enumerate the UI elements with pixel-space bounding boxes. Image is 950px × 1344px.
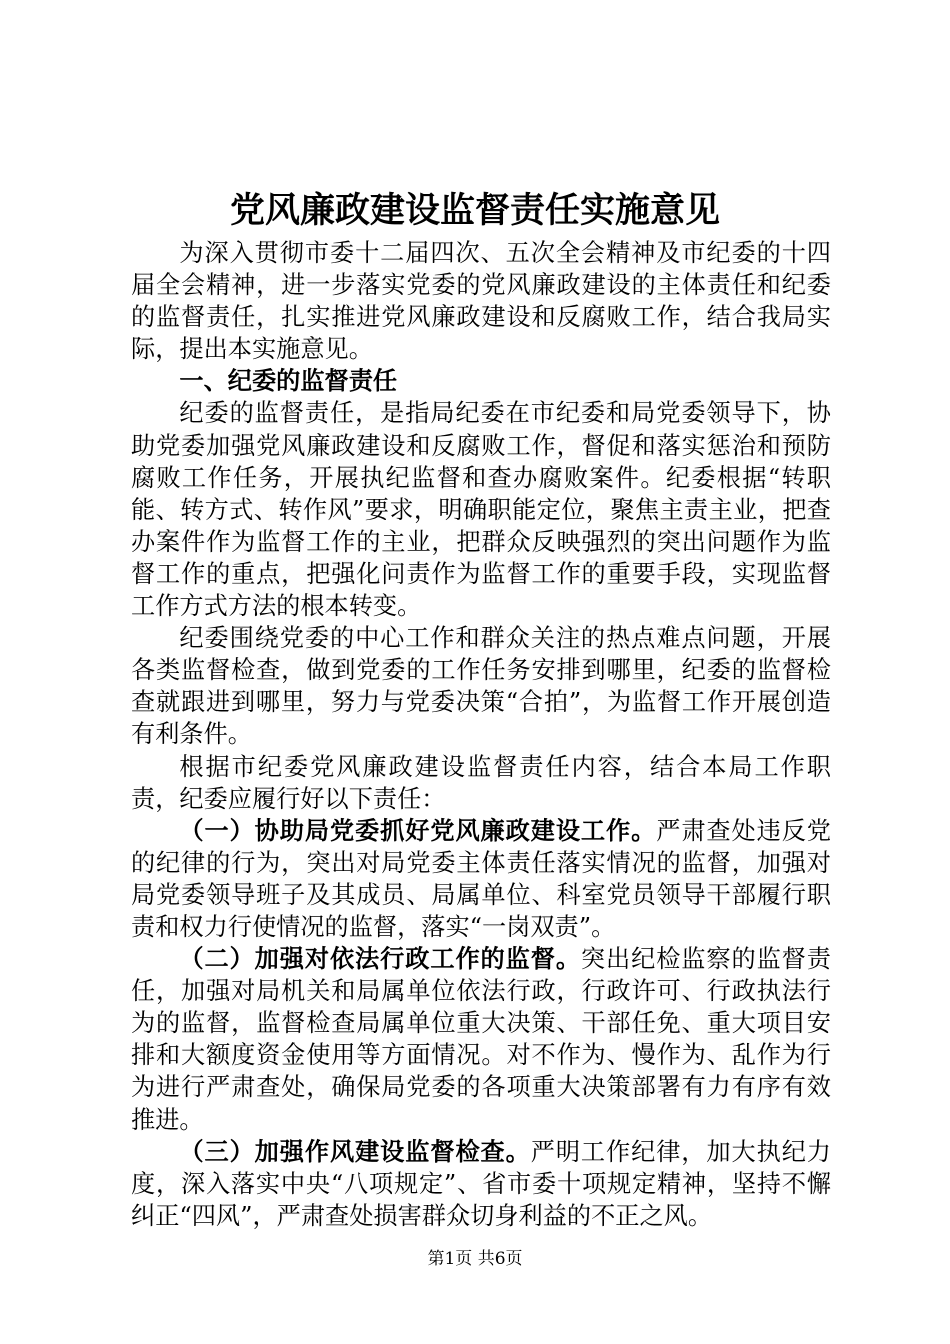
paragraph-1: 纪委的监督责任，是指局纪委在市纪委和局党委领导下，协助党委加强党风廉政建设和反腐败工作，督促和落实惩治和预防腐败工作任务，开展执纪监督和查办腐败案件。纪委根据“转职能、转方式、转作风”要求，明确职能定位，聚焦主责主业，把查办案件作为监督工作的主业，把群众反映强烈的突出问题作为监督工作的重点，把强化问责作为监督工作的重要手段，实现监督工作方式方法的根本转变。 xyxy=(131,399,831,621)
item-1-text: 严肃查处违反党的纪律的行为，突出对局党委主体责任落实情况的监督，加强对局党委领导班子及其成员、局属单位、科室党员领导干部履行职责和权力行使情况的监督，落实“一岗双责”。 xyxy=(131,816,831,941)
page-footer: 第1页 共6页 xyxy=(427,1249,523,1269)
item-2 xyxy=(131,943,831,1136)
document-body xyxy=(131,237,831,1232)
item-3-lead: （三）加强作风建设监督检查。 xyxy=(179,1137,531,1166)
item-1 xyxy=(131,815,831,943)
item-2-lead: （二）加强对依法行政工作的监督。 xyxy=(179,945,581,974)
item-1-lead: （一）协助局党委抓好党风廉政建设工作。 xyxy=(179,816,657,845)
item-3 xyxy=(131,1136,831,1232)
item-2-text: 突出纪检监察的监督责任，加强对局机关和局属单位依法行政，行政许可、行政执法行为的监督，监督检查局属单位重大决策、干部任免、重大项目安排和大额度资金使用等方面情况。对不作为、慢作为、乱作为行为进行严肃查处，确保局党委的各项重大决策部署有力有序有效推进。 xyxy=(131,945,831,1134)
section-heading: 一、纪委的监督责任 xyxy=(179,367,398,396)
paragraph-2: 纪委围绕党委的中心工作和群众关注的热点难点问题，开展各类监督检查，做到党委的工作任务安排到哪里，纪委的监督检查就跟进到哪里，努力与党委决策“合拍”，为监督工作开展创造有利条件。 xyxy=(131,624,831,749)
paragraph-3: 根据市纪委党风廉政建设监督责任内容，结合本局工作职责，纪委应履行好以下责任： xyxy=(131,752,831,813)
item-3-text: 严明工作纪律，加大执纪力度，深入落实中央“八项规定”、省市委十项规定精神，坚持不懈纠正“四风”，严肃查处损害群众切身利益的不正之风。 xyxy=(131,1137,831,1230)
page-title: 党风廉政建设监督责任实施意见 xyxy=(229,190,720,231)
intro-paragraph: 为深入贯彻市委十二届四次、五次全会精神及市纪委的十四届全会精神，进一步落实党委的党风廉政建设的主体责任和纪委的监督责任，扎实推进党风廉政建设和反腐败工作，结合我局实际，提出本实施意见。 xyxy=(131,239,831,364)
